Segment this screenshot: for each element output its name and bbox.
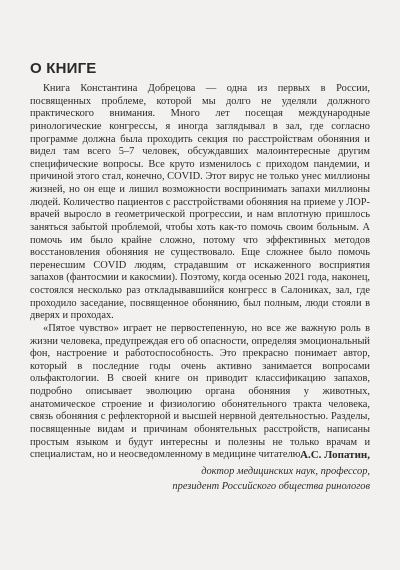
foreword-body <box>30 83 370 462</box>
author-position: президент Российского общества ринологов <box>172 481 370 492</box>
foreword-paragraph-2: «Пятое чувство» играет не первостепенную, но все же важную роль в жизни человека, предупреждая его об опасности, определяя эмоциональный фон, настроение и работоспособность. Это прекрасно понимает автор, который в последние годы очень активно занимается вопросами ольфактологии. В своей книге он приводит классификацию запахов, подробно описывает эволюцию органа обоняния у животных, анатомическое строение и физиологию обонятельного тракта человека, связь обоняния с рефлекторной и высшей нервной деятельностью. Разделы, посвященные видам и причинам обонятельных расстройств, написаны простым языком и будут интересны и полезны не только врачам и специалистам, но и неосведомленному в медицине читателю. <box>30 322 370 461</box>
signature-block <box>70 448 370 495</box>
author-credentials: доктор медицинских наук, профессор, <box>201 465 370 477</box>
foreword-paragraph-1: Книга Константина Добрецова — одна из первых в России, посвященных проблеме, которой мы долго не уделяли должного практического внимания. Много лет посещая международные ринологические конгрессы, я иногда заглядывал в зал, где согласно программе должна была проходить секция по расстройствам обоняния и видел там всего 5–7 человек, обсуждавших малоинтересные другим специфические вопросы. Все круто изменилось с приходом пандемии, и причиной этого стал, конечно, COVID. Этот вирус не только унес миллионы жизней, но он еще и лишил возможности воспринимать запахи миллионы людей. Количество пациентов с расстройствами обоняния на приеме у ЛОР-врачей выросло в геометрической прогрессии, и нам вплотную пришлось заняться забытой проблемой, чтобы хоть как-то помочь своим больным. А помочь им было крайне сложно, потому что эффективных методов восстановления обоняния не существовало. Еще сложнее было помочь перенесшим COVID людям, страдавшим от искаженного восприятия запахов (фантосмии и какосмии). Поэтому, когда осенью 2021 года, наконец, состоялся несколько раз откладывавшийся конгресс в Салониках, зал, где проходило заседание, посвященное обонянию, был полным, люди стояли в дверях и проходах. <box>30 83 370 322</box>
author-name: А.С. Лопатин, <box>300 449 370 461</box>
section-heading: О КНИГЕ <box>30 60 97 77</box>
